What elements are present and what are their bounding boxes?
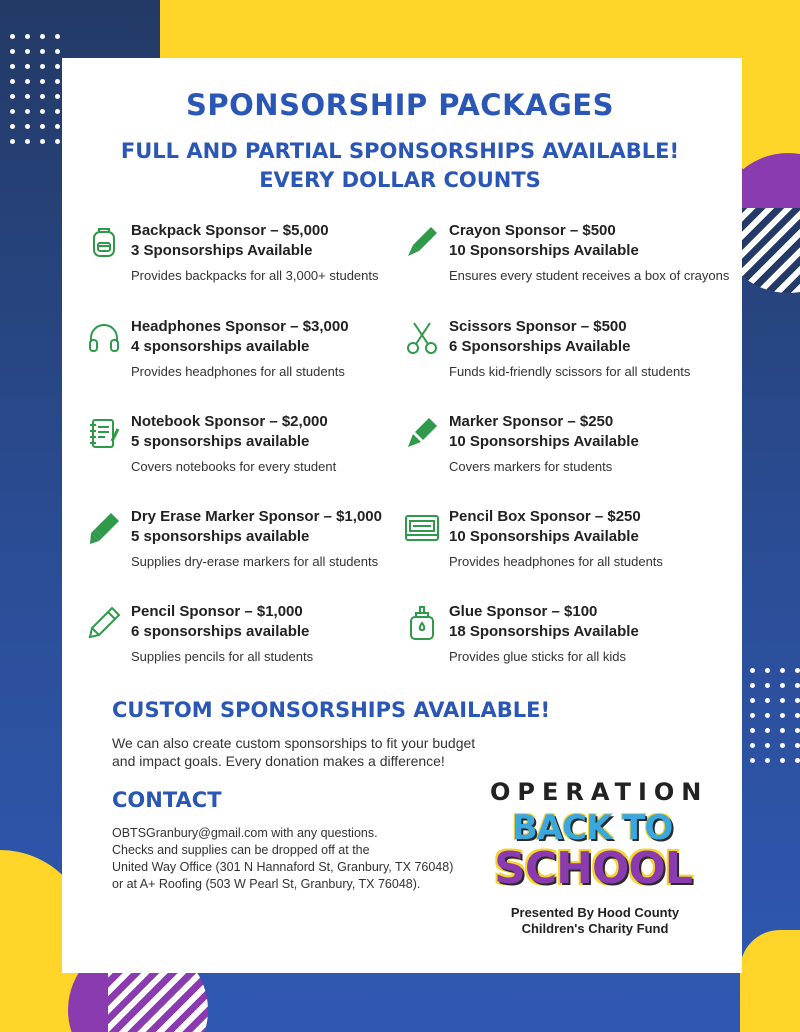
notebook-icon — [86, 415, 122, 451]
sponsor-desc: Ensures every student receives a box of crayons — [449, 268, 730, 283]
sponsor-title: Pencil Sponsor – $1,000 — [131, 603, 303, 620]
headphones-icon — [86, 320, 122, 356]
custom-heading: CUSTOM SPONSORSHIPS AVAILABLE! — [112, 698, 551, 722]
crayon-icon — [404, 224, 440, 260]
decor-yellow-top — [160, 0, 800, 60]
sponsor-desc: Supplies dry-erase markers for all students — [131, 554, 379, 569]
contact-line-4: or at A+ Roofing (503 W Pearl St, Granbury, TX 76048). — [112, 877, 421, 891]
sponsor-count: 4 sponsorships available — [131, 338, 310, 355]
sponsor-desc: Supplies pencils for all students — [131, 649, 314, 664]
glue-icon — [404, 605, 440, 641]
dry-erase-marker-icon — [86, 510, 122, 546]
logo-school: SCHOOL — [494, 843, 692, 894]
logo-operation: OPERATION — [490, 778, 709, 806]
sponsor-count: 5 sponsorships available — [131, 433, 310, 450]
sponsor-title: Marker Sponsor – $250 — [449, 413, 614, 430]
logo-back-to: BACK TO — [511, 808, 673, 848]
marker-icon — [404, 415, 440, 451]
pencil-icon — [86, 605, 122, 641]
sponsor-title: Pencil Box Sponsor – $250 — [449, 508, 641, 525]
custom-line-1: We can also create custom sponsorships to fit your budget — [112, 735, 476, 751]
sponsor-count: 18 Sponsorships Available — [449, 623, 639, 640]
presented-line-2: Children's Charity Fund — [521, 921, 669, 936]
custom-text — [112, 734, 475, 770]
sponsor-desc: Provides headphones for all students — [449, 554, 663, 569]
sponsor-count: 6 Sponsorships Available — [449, 338, 631, 355]
sponsor-desc: Provides headphones for all students — [131, 364, 345, 379]
sponsor-count: 3 Sponsorships Available — [131, 242, 313, 259]
page-title: SPONSORSHIP PACKAGES — [186, 88, 614, 122]
sponsor-title: Notebook Sponsor – $2,000 — [131, 413, 328, 430]
sponsor-count: 10 Sponsorships Available — [449, 242, 639, 259]
presented-line-1: Presented By Hood County — [510, 905, 680, 920]
page-subtitle — [0, 137, 800, 195]
sponsor-count: 10 Sponsorships Available — [449, 528, 639, 545]
sponsor-count: 6 sponsorships available — [131, 623, 310, 640]
decor-yellow-bottom-right — [740, 930, 800, 1032]
sponsor-desc: Covers markers for students — [449, 459, 613, 474]
decor-dots-right — [750, 668, 800, 763]
sponsor-desc: Provides backpacks for all 3,000+ students — [131, 268, 379, 283]
contact-line-3: United Way Office (301 N Hannaford St, Granbury, TX 76048) — [112, 860, 454, 874]
sponsor-title: Glue Sponsor – $100 — [449, 603, 598, 620]
sponsor-title: Headphones Sponsor – $3,000 — [131, 318, 349, 335]
sponsor-desc: Covers notebooks for every student — [131, 459, 337, 474]
contact-line-2: Checks and supplies can be dropped off at the — [112, 843, 370, 857]
sponsor-count: 10 Sponsorships Available — [449, 433, 639, 450]
sponsor-desc: Provides glue sticks for all kids — [449, 649, 627, 664]
contact-text — [112, 825, 453, 893]
pencil-box-icon — [404, 510, 440, 546]
sponsor-title: Backpack Sponsor – $5,000 — [131, 222, 329, 239]
contact-email[interactable]: OBTSGranbury@gmail.com with any questions. — [112, 826, 378, 840]
sponsor-title: Scissors Sponsor – $500 — [449, 318, 627, 335]
scissors-icon — [404, 320, 440, 356]
sponsor-count: 5 sponsorships available — [131, 528, 310, 545]
custom-line-2: and impact goals. Every donation makes a difference! — [112, 753, 445, 769]
subtitle-line-2: EVERY DOLLAR COUNTS — [259, 168, 541, 192]
sponsor-title: Crayon Sponsor – $500 — [449, 222, 616, 239]
presented-by — [485, 905, 705, 937]
backpack-icon — [86, 224, 122, 260]
sponsor-desc: Funds kid-friendly scissors for all students — [449, 364, 691, 379]
contact-heading: CONTACT — [112, 788, 222, 812]
sponsor-title: Dry Erase Marker Sponsor – $1,000 — [131, 508, 382, 525]
subtitle-line-1: FULL AND PARTIAL SPONSORSHIPS AVAILABLE! — [120, 139, 680, 163]
